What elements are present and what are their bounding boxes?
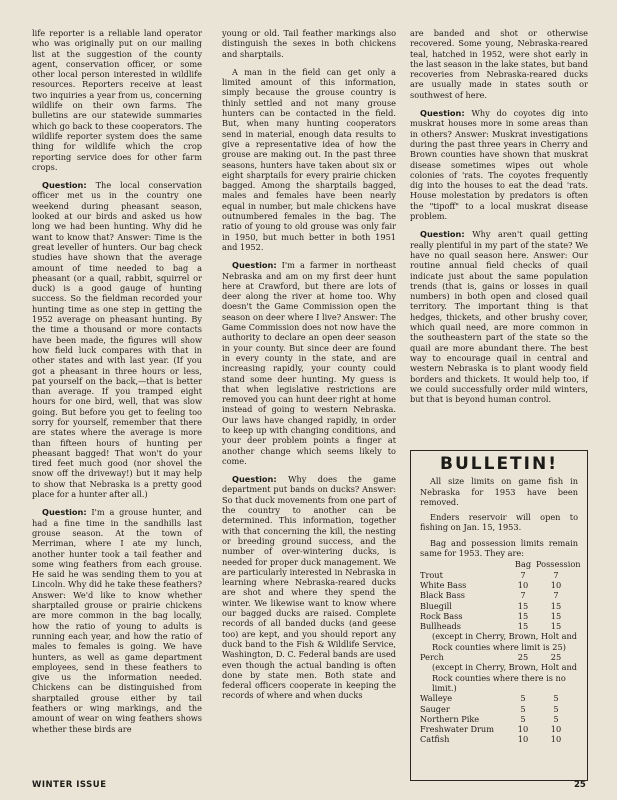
species-name: White Bass xyxy=(420,579,467,590)
text-column-1 xyxy=(32,28,202,742)
question-text: I'm a farmer in northeast Nebraska and am on my first deer hunt here at Crawford, but there are lots of deer along the river at home too. Why doesn't the Game Commission open the season on deer where I live? Answer: The Game Commission does not now have the authority to declare an open deer season in your county. But since deer are found in every county in the state, and are increasing rapidly, your county could stand some deer hunting. My guess is that when legislative restrictions are removed you can hunt deer right at home instead of going to western Nebraska. Our laws have changed rapidly, in order to keep up with changing conditions, and your deer problem points a finger at another change which seems likely to come. xyxy=(222,260,396,466)
table-row xyxy=(420,704,578,714)
possession-limit: 5 xyxy=(553,703,559,714)
possession-limit: 15 xyxy=(550,600,562,611)
paragraph: young or old. Tail feather markings also distinguish the sexes in both chickens and sharptails. xyxy=(222,28,396,59)
bulletin-box xyxy=(410,450,588,781)
species-header-spacer xyxy=(420,559,510,569)
table-row xyxy=(420,714,578,724)
question-paragraph xyxy=(222,474,396,701)
species-name: Trout xyxy=(420,569,443,580)
question-paragraph xyxy=(410,229,588,404)
question-label: Question: xyxy=(420,108,465,119)
bullheads-note: (except in Cherry, Brown, Holt and Rock counties where limit is 25) xyxy=(432,631,577,652)
table-row xyxy=(420,601,578,611)
bulletin-paragraph: All size limits on game fish in Nebraska for 1953 have been removed. xyxy=(420,476,578,507)
question-label: Question: xyxy=(232,474,277,485)
bag-limit: 5 xyxy=(520,703,526,714)
species-name: Bullheads xyxy=(420,621,461,632)
table-row xyxy=(420,724,578,734)
table-row xyxy=(420,621,578,631)
table-row xyxy=(420,652,578,662)
bag-limit: 5 xyxy=(520,713,526,724)
question-text: Why do coyotes dig into muskrat houses more in some areas than in others? Answer: Muskrat investigations during the past three years in Cherry and Brown counties have shown that muskrat disease sometimes wipes out whole colonies of 'rats. The coyotes frequently dig into the houses to eat the dead 'rats. House molestation by predators is often the "tipoff" to a local muskrat disease problem. xyxy=(410,108,588,222)
bag-limit: 10 xyxy=(517,579,529,590)
question-text: I'm a grouse hunter, and had a fine time in the sandhills last grouse season. At the town of Merriman, where I ate my lunch, another hunter took a tail feather and some wing feathers from each grouse. He said he was sending them to you at Lincoln. Why did he take these feathers? Answer: We'd like to know whether sharptailed grouse or prairie chickens are more common in the bag locally, how the ratio of young to adults is running each year, and how the ratio of males to females is going. We have hunters, as well as game department employees, send in these feathers to give us the information needed. Chickens can be distinguished from sharptailed grouse either by tail feathers or wing markings, and the amount of wear on wing feathers shows whether these birds are xyxy=(32,507,202,734)
table-row xyxy=(420,580,578,590)
question-text: Why does the game department put bands on ducks? Answer: So that duck movements from one part of the country to another can be determined. This information, together with that concerning the kill, the nesting or breeding ground success, and the number of over-wintering ducks, is needed for proper duck management. We are particularly interested in Nebraska in learning where Nebraska-reared ducks are shot and where they spend the winter. We likewise want to know where our bagged ducks are raised. Complete records of all banded ducks (and geese too) are kept, and you should report any duck band to the Fish & Wildlife Service, Washington, D. C. Federal bands are used even though the actual banding is often done by state men. Both state and federal officers cooperate in keeping the records of where and when ducks xyxy=(222,474,396,701)
bag-limit: 10 xyxy=(517,734,529,745)
possession-limit: 15 xyxy=(550,610,562,621)
table-row xyxy=(420,611,578,621)
question-paragraph xyxy=(222,260,396,466)
issue-footer: WINTER ISSUE xyxy=(32,780,107,790)
bulletin-paragraph: Enders reservoir will open to fishing on Jan. 15, 1953. xyxy=(420,512,578,533)
species-name: Black Bass xyxy=(420,590,465,601)
possession-header: Possession xyxy=(536,559,581,570)
bag-limit: 15 xyxy=(517,600,529,611)
possession-limit: 7 xyxy=(553,569,559,580)
text-column-3 xyxy=(410,28,588,412)
question-paragraph xyxy=(32,180,202,499)
bulletin-title: BULLETIN! xyxy=(440,454,558,474)
table-row xyxy=(420,693,578,703)
possession-limit: 10 xyxy=(550,724,562,735)
bulletin-paragraph: Bag and possession limits remain same for 1953. They are: xyxy=(420,537,578,559)
species-name: Freshwater Drum xyxy=(420,724,494,735)
bag-header: Bag xyxy=(514,559,532,570)
bag-limit: 15 xyxy=(517,621,529,632)
possession-limit: 10 xyxy=(550,579,562,590)
possession-limit: 10 xyxy=(550,734,562,745)
page-number: 25 xyxy=(574,780,586,790)
table-row xyxy=(420,734,578,744)
question-text: Why aren't quail getting really plentiful in my part of the state? We have no quail season here. Answer: Our routine annual field checks of quail indicate just about the same population trends (that is, gains or losses in quail numbers) in both open and closed quail territory. The important thing is that hedges, thickets, and other brushy cover, which quail need, are more common in the southeastern part of the state so the quail are more abundant there. The best way to encourage quail in central and western Nebraska is to plant woody field borders and thickets. It would help too, if we could successfully order mild winters, but that is beyond human control. xyxy=(410,229,588,405)
question-label: Question: xyxy=(42,507,87,518)
species-name: Northern Pike xyxy=(420,713,480,724)
species-name: Sauger xyxy=(420,703,450,714)
species-name: Walleye xyxy=(420,693,453,704)
paragraph: life reporter is a reliable land operator who was originally put on our mailing list at the suggestion of the county agent, conservation officer, or some other local person interested in wildlife resources. Reporters receive at least two inquiries a year from us, concerning wildlife on their own farms. The bulletins are our statewide summaries which go back to these cooperators. The wildlife reporter system does the same thing for wildlife which the crop reporting service does for other farm crops. xyxy=(32,28,202,172)
paragraph: are banded and shot or otherwise recovered. Some young, Nebraska-reared teal, hatched in 1952, were shot early in the last season in the lake states, but band recoveries from Nebraska-reared ducks are usually made in states south or southwest of here. xyxy=(410,28,588,100)
bag-limit: 10 xyxy=(517,724,529,735)
text-column-2 xyxy=(222,28,396,709)
question-paragraph xyxy=(410,108,588,221)
question-paragraph xyxy=(32,507,202,734)
possession-limit: 5 xyxy=(553,693,559,704)
question-text: The local conservation officer met us in the country one weekend during pheasant season, looked at our birds and asked us how long we had been hunting. Why did he want to know that? Answer: Time is the great leveller of hunters. Our bag check studies have shown that the average amount of time needed to bag a pheasant (or a quail, rabbit, squirrel or duck) is a good gauge of hunting success. So the fieldman recorded your hunting time as one step in getting the 1952 average on pheasant hunting. By the time a thousand or more contacts have been made, the figures will show how field luck compares with that in other states and with last year. (If you got a pheasant in three hours or less, pat yourself on the back,—that is better than average. If you tramped eight hours for one bird, well, that was slow going. But before you get to feeling too sorry for yourself, remember that there are states where the average is more than fifteen hours of hunting per pheasant bagged! That won't do your tired feet much good (nor shovel the snow off the driveway!) but it may help to show that Nebraska is a pretty good place for a hunter after all.) xyxy=(32,180,202,500)
possession-limit: 15 xyxy=(550,621,562,632)
table-row xyxy=(420,570,578,580)
bag-limit: 7 xyxy=(520,569,526,580)
species-name: Perch xyxy=(420,652,444,663)
possession-limit: 5 xyxy=(553,713,559,724)
paragraph: A man in the field can get only a limited amount of this information, simply because the grouse country is thinly settled and not many grouse hunters can be contacted in the field. But, when many hunting cooperators send in material, enough data results to give a representative idea of how the grouse are making out. In the past three seasons, hunters have taken about six or eight sharptails for every prairie chicken bagged. Among the sharptails bagged, males and females have been nearly equal in number, but male chickens have outnumbered females in the bag. The ratio of young to old grouse was only fair in 1950, but much better in both 1951 and 1952. xyxy=(222,66,396,252)
species-name: Rock Bass xyxy=(420,610,463,621)
table-row xyxy=(420,590,578,600)
question-label: Question: xyxy=(232,260,277,271)
possession-limit: 25 xyxy=(550,652,562,663)
bag-limit: 5 xyxy=(520,693,526,704)
bag-limit: 25 xyxy=(517,652,529,663)
species-name: Bluegill xyxy=(420,600,452,611)
limits-table-header xyxy=(420,559,581,570)
perch-note: (except in Cherry, Brown, Holt and Rock counties where there is no limit.) xyxy=(432,662,577,693)
bag-limit: 7 xyxy=(520,590,526,601)
bag-limit: 15 xyxy=(517,610,529,621)
question-label: Question: xyxy=(42,180,87,191)
species-name: Catfish xyxy=(420,734,450,745)
question-label: Question: xyxy=(420,229,465,240)
possession-limit: 7 xyxy=(553,590,559,601)
